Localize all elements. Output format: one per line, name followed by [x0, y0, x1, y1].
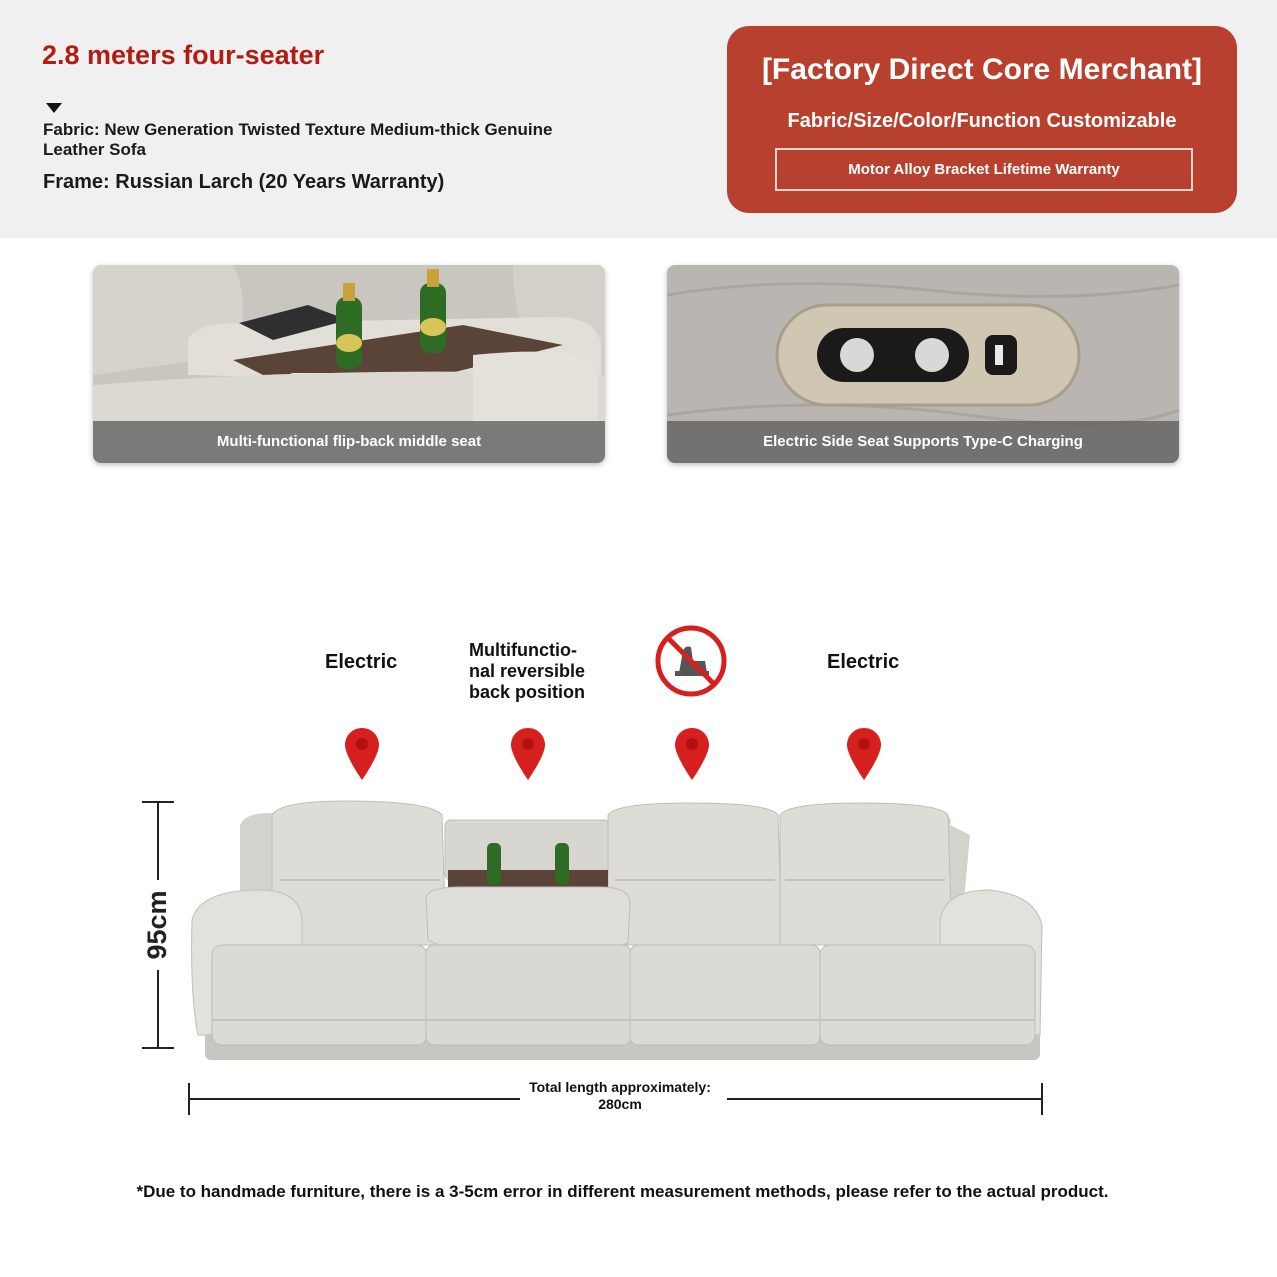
- badge-title: [Factory Direct Core Merchant]: [761, 53, 1203, 86]
- frame-spec: Frame: Russian Larch (20 Years Warranty): [43, 171, 445, 193]
- disclaimer-note: *Due to handmade furniture, there is a 3-5cm error in different measurement methods, please refer to the actual product.: [136, 1182, 1109, 1201]
- length-label: [500, 1079, 740, 1113]
- merchant-badge: [727, 26, 1237, 213]
- photo-middle-seat: [93, 265, 605, 463]
- seat-label-electric-right: Electric: [827, 651, 900, 673]
- location-pin-icon: [345, 728, 379, 780]
- sofa-body: [192, 801, 1042, 1060]
- sofa-diagram: [130, 795, 1060, 1125]
- no-recline-icon: [655, 625, 727, 697]
- warranty-box: Motor Alloy Bracket Lifetime Warranty: [775, 148, 1193, 191]
- location-pin-icon: [511, 728, 545, 780]
- length-label-line2: 280cm: [598, 1096, 642, 1112]
- badge-subtitle: Fabric/Size/Color/Function Customizable: [787, 110, 1177, 132]
- photo-caption: Electric Side Seat Supports Type-C Charging: [667, 421, 1179, 463]
- photo-caption: Multi-functional flip-back middle seat: [93, 421, 605, 463]
- location-pin-icon: [675, 728, 709, 780]
- length-label-line1: Total length approximately:: [529, 1079, 711, 1095]
- fabric-spec: Fabric: New Generation Twisted Texture Medium-thick Genuine Leather Sofa: [43, 120, 553, 159]
- seat-label-reversible: Multifunctio- nal reversible back position: [469, 640, 586, 702]
- photo-side-seat: [667, 265, 1179, 463]
- seat-label-electric-left: Electric: [325, 651, 398, 673]
- location-pin-icon: [847, 728, 881, 780]
- product-title: 2.8 meters four-seater: [42, 40, 325, 70]
- height-label: 95cm: [142, 890, 172, 960]
- triangle-down-icon: [46, 103, 62, 113]
